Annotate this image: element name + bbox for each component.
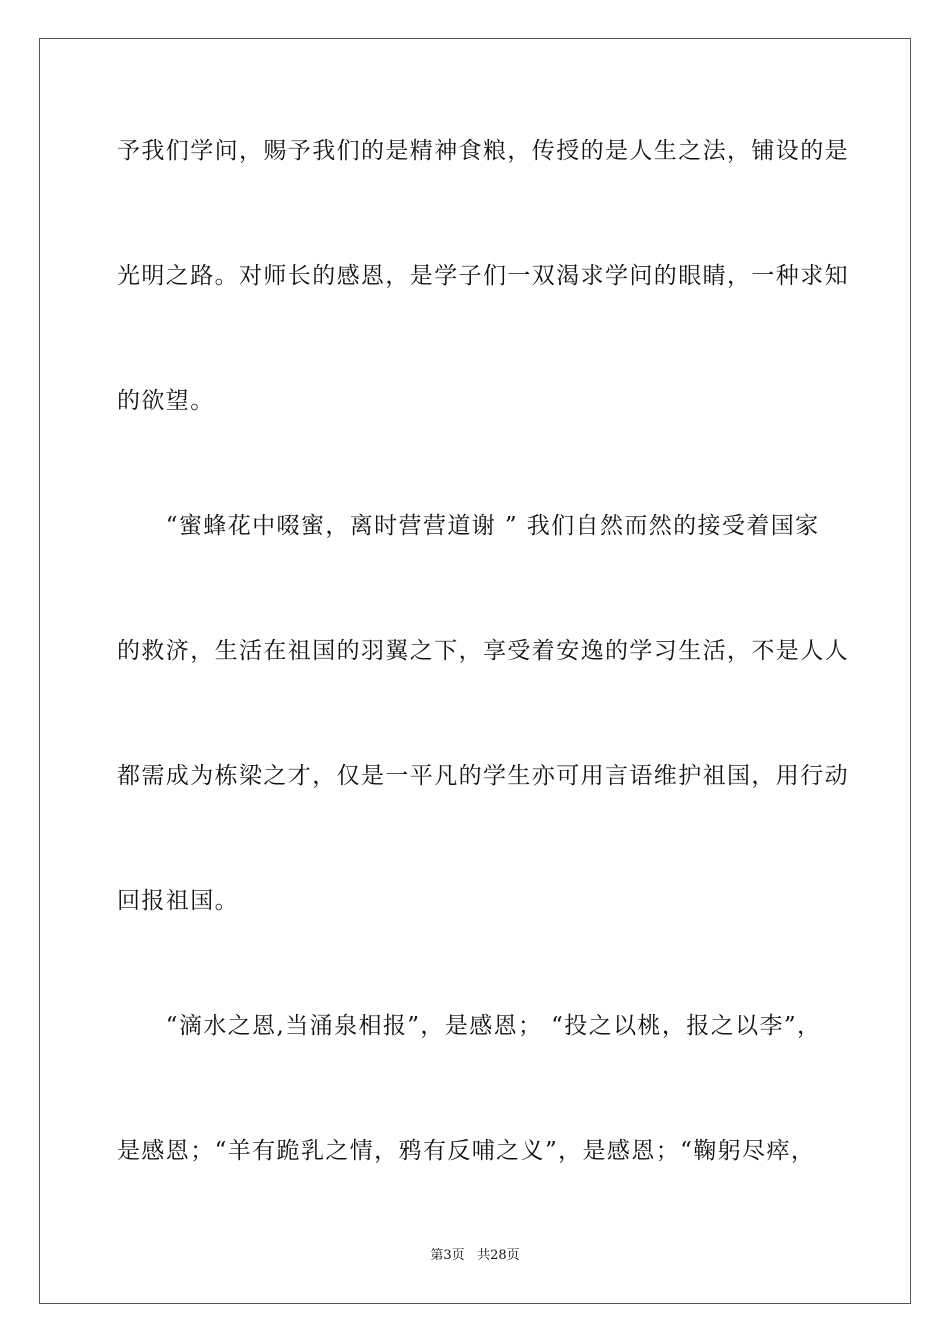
- text-line-5: 的救济，生活在祖国的羽翼之下，享受着安逸的学习生活，不是人人: [117, 638, 849, 664]
- text-line-2: 光明之路。对师长的感恩，是学子们一双渴求学问的眼睛，一种求知: [117, 263, 849, 289]
- text-line-7: 回报祖国。: [117, 888, 239, 914]
- text-line-6: 都需成为栋梁之才，仅是一平凡的学生亦可用言语维护祖国，用行动: [117, 763, 849, 789]
- text-line-9: 是感恩；“羊有跪乳之情，鸦有反哺之义”，是感恩；“鞠躬尽瘁，: [117, 1138, 816, 1164]
- page-number: 第3页: [430, 1248, 465, 1263]
- total-pages: 共28页: [477, 1248, 520, 1263]
- text-line-3: 的欲望。: [117, 388, 215, 414]
- page-footer: [0, 1248, 950, 1264]
- text-line-4: “蜜蜂花中啜蜜，离时营营道谢 ” 我们自然而然的接受着国家: [117, 513, 820, 539]
- text-line-1: 予我们学问，赐予我们的是精神食粮，传授的是人生之法，铺设的是: [117, 138, 849, 164]
- footer-gap: [465, 1248, 477, 1263]
- page-frame: [39, 38, 911, 1304]
- text-line-8: “滴水之恩,当涌泉相报”，是感恩； “投之以桃，报之以李”，: [117, 1013, 822, 1039]
